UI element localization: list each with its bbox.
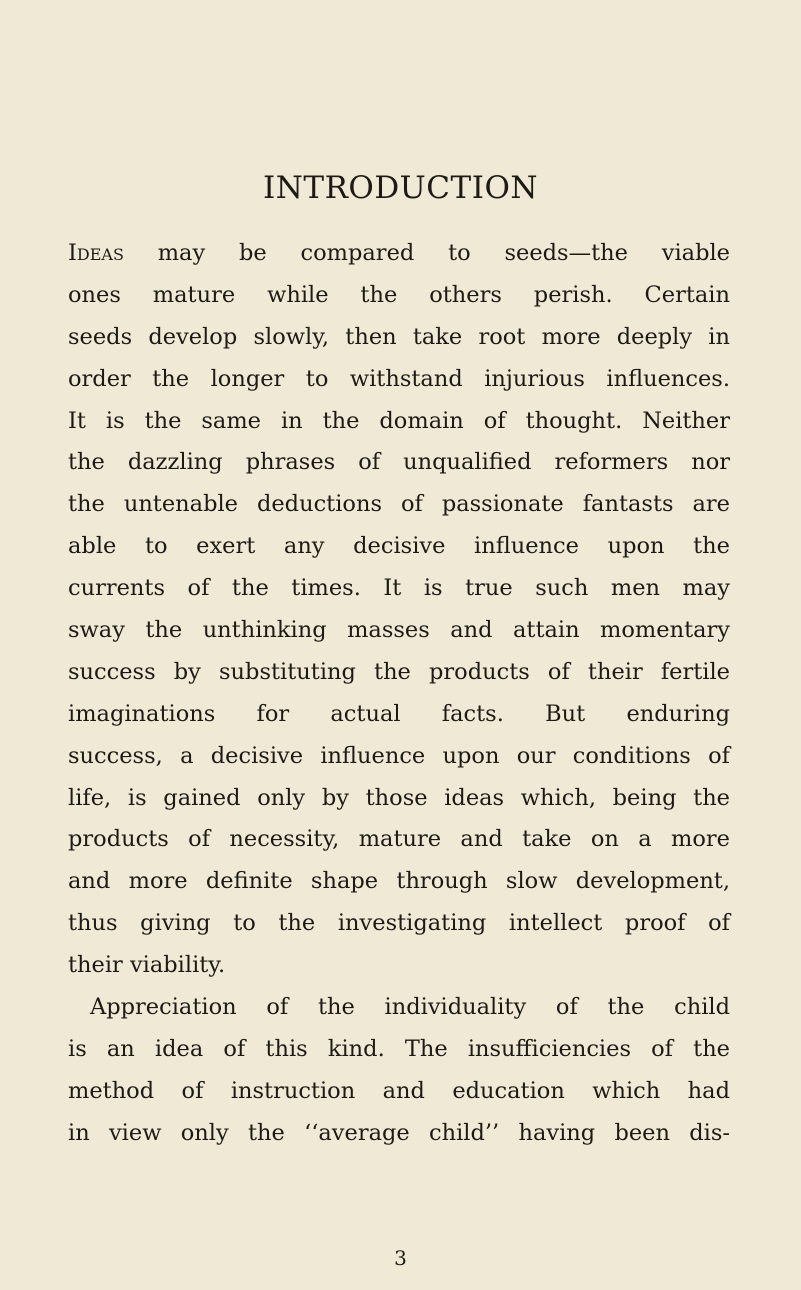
body-text xyxy=(68,233,730,1155)
text-line: their viability. xyxy=(68,952,226,979)
text-line: method of instruction and education which had xyxy=(68,1077,730,1104)
text-line: order the longer to withstand injurious influences. xyxy=(68,365,730,392)
text-line: ones mature while the others perish. Certain xyxy=(68,281,730,308)
text-line: able to exert any decisive influence upon the xyxy=(68,533,730,560)
text-line: success by substituting the products of their fertile xyxy=(68,658,730,685)
text-line: sway the unthinking masses and attain momentary xyxy=(68,617,730,644)
text-line-rest: may be compared to seeds—the viable xyxy=(123,240,730,266)
chapter-title: INTRODUCTION xyxy=(263,170,538,206)
text-line: success, a decisive influence upon our conditions of xyxy=(68,742,730,769)
text-line: the untenable deductions of passionate fantasts are xyxy=(68,491,730,518)
text-line: seeds develop slowly, then take root more deeply in xyxy=(68,323,730,350)
text-line: life, is gained only by those ideas which, being the xyxy=(68,784,730,811)
text-line: thus giving to the investigating intellect proof of xyxy=(68,910,730,937)
text-line: imaginations for actual facts. But enduring xyxy=(68,700,730,727)
lead-word: Ideas xyxy=(68,240,124,266)
text-line: the dazzling phrases of unqualified reformers nor xyxy=(68,449,730,476)
text-line: in view only the ‘‘average child’’ having been dis- xyxy=(68,1119,730,1146)
text-line: and more definite shape through slow development, xyxy=(68,868,730,895)
page-number: 3 xyxy=(394,1246,407,1270)
text-line: is an idea of this kind. The insufficiencies of the xyxy=(68,1035,730,1062)
text-line: products of necessity, mature and take on a more xyxy=(68,826,730,853)
text-line xyxy=(68,233,730,275)
text-line: currents of the times. It is true such men may xyxy=(68,575,730,602)
text-line: It is the same in the domain of thought. Neither xyxy=(68,407,730,434)
text-line: Appreciation of the individuality of the child xyxy=(90,994,730,1021)
